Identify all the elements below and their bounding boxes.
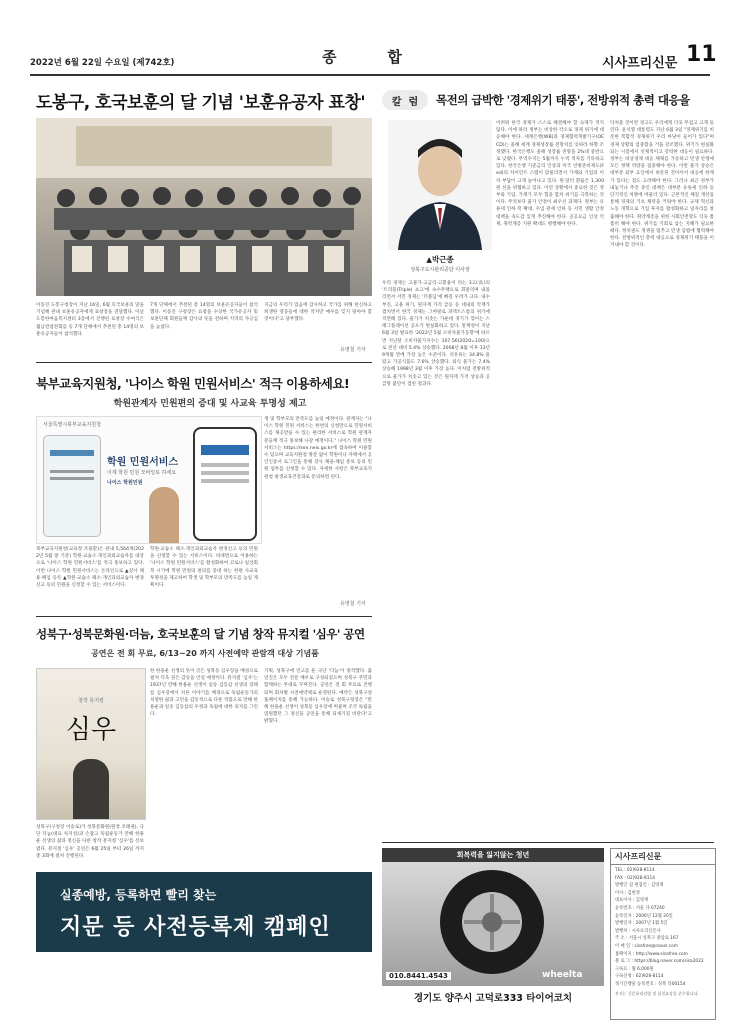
paper-name: 시사프리신문 xyxy=(602,56,678,71)
author-portrait-image xyxy=(388,120,492,250)
info-line: 등록일자 : 2006년 12월 20일 xyxy=(615,913,673,919)
story3-col2: 한 한용운 선생의 뜻이 깃든 성북동 심우장을 배경으로 펼쳐 더욱 깊은 감동을 안길 예정이다. 뮤지컬 '심우'는 1937년 만해 한용운 선생이 일송 김동삼 선생의 장례를 심우장에서 치른 이야기를 배경으로 독립운동가의 치열한 삶과 고민을 감동적으로 다룬 작품으로 만해 한용운과 일송 김동삼의 우정과 독립에 대한 의지를 그린다. xyxy=(150,669,258,718)
info-line: 정기간행물 등록번호 : 성북 라00154 xyxy=(615,981,686,987)
group-photo-image xyxy=(36,118,372,296)
info-line: 이사 : 김현정 xyxy=(615,890,640,896)
person-figure xyxy=(149,487,179,543)
story2-col2: 학원·교습소 폐소·개인과외교습자 변경신고 등의 민원을 신청할 수 있는 서비스이다. 비대면으로 이용하는 '나이스 학원 민원서비스'를 활성화하여 코로나 일상회복 시기에 학원 민원의 편의를 증대 하는 한편 사교육 투명성을 제고하여 학생 및 학부모의 만족도를 높일 계획이다. xyxy=(150,547,258,589)
tire-ad xyxy=(382,848,604,1020)
story1-col3: 지금의 우리가 있음에 감사하고 국가를 위해 헌신하고 희생한 영웅들에 대한 작지만 예우를 잊지 말아야 할 것이다"고 당부했다. xyxy=(264,303,372,323)
story3-subhead: 공연은 전 회 무료, 6/13~20 까지 사전예약 관람객 대상 기념품 xyxy=(91,649,319,658)
story3-headline: 성북구·성북문화원·더늠, 호국보훈의 달 기념 창작 뮤지컬 '심우' 공연 xyxy=(36,627,365,641)
masthead-rule xyxy=(30,74,710,76)
phone-mockup-left xyxy=(43,435,101,537)
info-line: 등록번호 : 서울 다 07240 xyxy=(615,905,665,911)
masthead xyxy=(30,38,717,74)
app-title: 학원 민원서비스 xyxy=(107,457,179,468)
poster-title: 심우 xyxy=(65,715,117,745)
story3-col1: 성북구(구청장 이승로)가 성북문화원(원장 조태권), 극단 더늠(대표 차지성)과 손잡고 독립운동가 만해 한용운 선생의 삶과 정신을 다룬 창작 뮤지컬 '심우'를 선보였다. 뮤지컬 '심우' 공연은 6월 25일 부터 26일 까지 총 3회에 걸쳐 진행된다. xyxy=(36,825,144,859)
story2-image xyxy=(36,416,262,544)
campaign-tagline: 실종예방, 등록하면 빨리 찾는 xyxy=(60,888,217,902)
tire-ad-caption: 경기도 양주시 고덕로333 타이어코치 xyxy=(413,993,573,1004)
tire-ad-brand: wheelta xyxy=(542,970,583,980)
issue-date: 2022년 6월 22일 수요일 (제742호) xyxy=(30,58,175,68)
story3-col3: 기획, 성북구에 연고를 둔 극단 '더늠'이 창작했다. 출연진은 모두 전문 배우로 구성되었으며 성북구 주민과 함께하는 무대로 꾸며진다. 공연은 전 회 무료로 진행되며 회차별 사전예약제로 운영된다. 예약은 성북구청 홈페이지를 통해 가능하다. 이승로 성북구청장은 "만해 한용운 선생이 성북동 심우장에 머물며 조국 독립을 염원했던 그 정신을 공연을 통해 되새기길 바란다"고 밝혔다. xyxy=(264,669,372,725)
info-box-title: 시사프리신문 xyxy=(611,849,715,865)
info-line: 홈페이지 : http://www.sisafree.com xyxy=(615,951,688,957)
tire-ad-photo xyxy=(382,862,604,986)
column-label: 칼 럼 xyxy=(391,97,419,108)
section-title: 종 합 xyxy=(322,48,408,66)
campaign-banner xyxy=(36,872,372,952)
story1-col1: 이동진 도봉구청장이 지난 16일, 6월 호국보훈의 달을 기념해 관내 보훈유공자에게 표창장을 전달했다. 이날 도봉한마음복지센터 3층에서 진행된 표창장 수여식은 월남전참전회를 등 7개 단체에서 추천된 총 14명의 보훈유공자들이 참석했다. xyxy=(36,303,144,337)
story2-col3: 생 및 학부모의 만족도를 높일 예정이다. 관계자는 "나이스 학원 민원 서비스는 한번의 신청만으로 민원서비스를 제공받을 수 있는 편리한 서비스로 학원 관계자 분들께 적극 홍보해 나갈 예정이다." 나이스 학원 민원서비스는 https://sen.neis.go.kr에 접속하여 이용할 수 있으며 교육지원청 방문 없이 학원이나 자택에서 공인인증서 로그인을 통해 강사 채용·해임 통보 등의 민원 업무를 신청할 수 있다. 자세한 사항은 북부교육지원청 평생교육건강과로 문의하면 된다. xyxy=(264,417,372,480)
phone-mockup-right xyxy=(193,427,257,541)
author-name: ▲박근종 xyxy=(426,255,454,264)
info-line: TEL : 02)928-8114 xyxy=(615,868,655,873)
story1-headline: 도봉구, 호국보훈의 달 기념 '보훈유공자 표창' xyxy=(36,93,366,113)
info-line: 이 메 일 : sisafree@naver.com xyxy=(615,943,678,949)
info-line: 구독료 : 월 6,000원 xyxy=(615,966,654,972)
story2-headline: 북부교육지원청, '나이스 학원 민원서비스' 적극 이용하세요! xyxy=(36,376,350,391)
tire-ad-banner: 회복력을 잃지않는 청년 xyxy=(382,848,604,862)
info-line: 블 로 그 : https://blog.naver.com/sisa2022 xyxy=(615,959,704,965)
column-col1: 우리 경제는 고물가·고금리·고환율이 라는 3고(高)의 '트리플(Triple) 쇼크'에 속수무책으로 휘말리며 내몰리면서 서민 경제는 '더블딥'에 빠질 우려가 크다. 내수 부진, 고용 위기, 원자재 가격 급등 등 대내외 악재가 겹치면서 한국 경제는 그야말로 퍼펙트스톰의 위기에 직면해 있다. 물가가 치솟는 가운데 경기가 꺾이는 스태그플레이션 공포가 현실화하고 있다. 통계청이 지난 6월 3일 발표한 '2022년 5월 소비자물가동향'에 따르면 지난달 소비자물가지수는 107.56(2020=100)으로 전년 대비 5.4% 상승했다. 2008년 8월 이후 13년 9개월 만에 가장 높은 수준이다. 석유류는 34.8% 올랐고 가공식품도 7.6% 상승했다. 외식 물가는 7.4% 상승해 1998년 3월 이후 가장 높다. 이처럼 전방위적으로 물가가 치솟고 있는 것은 원자재 가격 상승과 공급망 불안이 겹친 결과다. xyxy=(382,281,490,387)
musical-poster xyxy=(36,668,146,820)
author-title: 성북구도시관리공단 이사장 xyxy=(410,267,470,273)
info-box-footer: 본지는 신문윤리강령 및 실천요강을 준수합니다. xyxy=(615,990,699,996)
story2-divider xyxy=(36,616,372,617)
column-col3: 닥쳐올 것이란 경고도 우리에게 더욱 무겁고 크게 들린다. 윤석열 대통령도 지난 6월 3일 "경제위기를 비롯한 복합적 경제위기 우리 마당이 들어가 있다"며 경제 상황의 엄중함을 거듭 강조했다. 위기가 현실화 되는 시점에서 선제적이고 강력한 대응이 필요하다. 정부는 비상경제 대응 체제를 가동하고 민생 안정에 모든 정책 역량을 집중해야 한다. 이번 물가 상승은 대부분 외부 요인에서 비롯된 것이어서 대응에 한계가 있다는 점도 고려해야 한다. 그러나 최근 정부가 내놓거나 추진 중인 대책은 대부분 유류세 인하 등 단기적인 처방에 머물러 있다. 근본적인 체질 개선을 통해 경제의 기초 체력을 키워야 한다. 규제 혁신과 노동 개혁으로 기업 투자를 활성화하고 일자리를 창출해야 한다. 취약계층을 위한 사회안전망도 더욱 촘촘히 해야 한다. 위기를 기회로 삼는 지혜가 필요한 때다. 정치권도 정쟁을 멈추고 민생 입법에 협력해야 한다. 전방위적인 총력 대응으로 경제위기 태풍을 이겨내야 할 것이다. xyxy=(610,121,714,249)
info-line: 구독신청 : 02)928-8114 xyxy=(615,974,664,980)
app-brand: 나이스 학원민원 xyxy=(107,480,143,486)
info-line: 발행처 : 시사프리신문사 xyxy=(615,928,661,934)
column-label-box xyxy=(382,90,428,110)
tire-ad-phone: 010.8441.4543 xyxy=(386,972,451,980)
story1-divider xyxy=(36,362,372,363)
story2-reporter: 유영철 기자 xyxy=(340,601,366,607)
story2-col1: 북부교육지원청(교육장 조용환)은 관내 5,564개(2022년 5월 말 기준) 학원·교습소·개인과외교습자를 대상으로 '나이스 학원 민원서비스'를 적극 홍보하고 있다. 이번 나이스 학원 민원서비스는 온라인으로 ▲강사 채용·해임 등록 ▲학원·교습소 폐소·개인과외교습자 변경신고 등의 민원을 신청할 수 있는 서비스이다. xyxy=(36,547,144,589)
agency-label: 서울특별시북부교육지원청 xyxy=(43,422,101,428)
info-line: 발행일자 : 2007년 1월 5일 xyxy=(615,921,668,927)
tire-image xyxy=(382,862,604,986)
column-headline: 목전의 급박한 '경제위기 태풍', 전방위적 총력 대응을 xyxy=(436,93,690,107)
campaign-title: 지문 등 사전등록제 캠페인 xyxy=(60,915,331,940)
column-divider xyxy=(382,842,714,843)
story2-subhead: 학원관계자 민원편의 증대 및 사교육 투명성 제고 xyxy=(113,399,307,409)
story1-photo xyxy=(36,118,372,296)
poster-subtitle: 창작 뮤지컬 xyxy=(78,698,104,704)
story1-reporter: 유영철 기자 xyxy=(340,347,366,353)
page-number: 11 xyxy=(686,42,717,67)
publisher-info-box xyxy=(610,848,716,1020)
info-line: FAX : 02)928-8114 xyxy=(615,875,655,881)
poster-figure xyxy=(73,759,109,819)
info-line: 주 소 : 서울시 성북구 종암로 167 xyxy=(615,936,679,942)
author-photo xyxy=(388,120,492,250)
app-subtitle: 이제 학원 민원 모바일로 하세요 xyxy=(107,470,177,476)
column-col2: 어려워 한국 경제가 스스로 해결해야 할 숙제가 적지 않다. 이에 따라 정부는 비상한 각오로 경제 위기에 대응해야 한다. 세계은행(WB)과 경제협력개발기구(OECD)는 올해 세계 경제성장률 전망치를 잇따라 하향 조정했다. 한국은행도 올해 성장률 전망을 2%대 중반으로 낮췄다. 무역수지는 5월까지 누적 적자를 기록하고 있다. 한국은행 기준금리 인상과 미국 연방준비제도(Fed)의 자이언트 스텝이 맞물리면서 가계와 기업의 이자 부담이 크게 늘어나고 있다. 원·달러 환율은 1,300원 선을 위협하고 있다. 이런 상황에서 중요한 것은 정부와 기업, 가계가 모두 힘을 합쳐 위기를 극복하는 것이다. 무엇보다 물가 안정이 최우선 과제다. 정부는 유류세 인하 폭 확대, 수입 관세 인하 등 서민 생활 안정 대책을 속도감 있게 추진해야 한다. 공공요금 인상 억제, 취약계층 지원 확대도 병행해야 한다. xyxy=(496,121,604,227)
info-line: 대표이사 : 김영재 xyxy=(615,898,649,904)
info-box-lines xyxy=(611,865,715,991)
story1-col2: 7개 단체에서 추천된 총 14명의 보훈유공자들이 참석했다. 이동진 구청장은 표창을 수상한 국가유공자 및 보훈단체 회원들께 감사의 뜻을 전하며 지역의 자긍심을 높였다. xyxy=(150,303,258,330)
info-line: 발행인 겸 편집인 : 김영재 xyxy=(615,883,664,889)
